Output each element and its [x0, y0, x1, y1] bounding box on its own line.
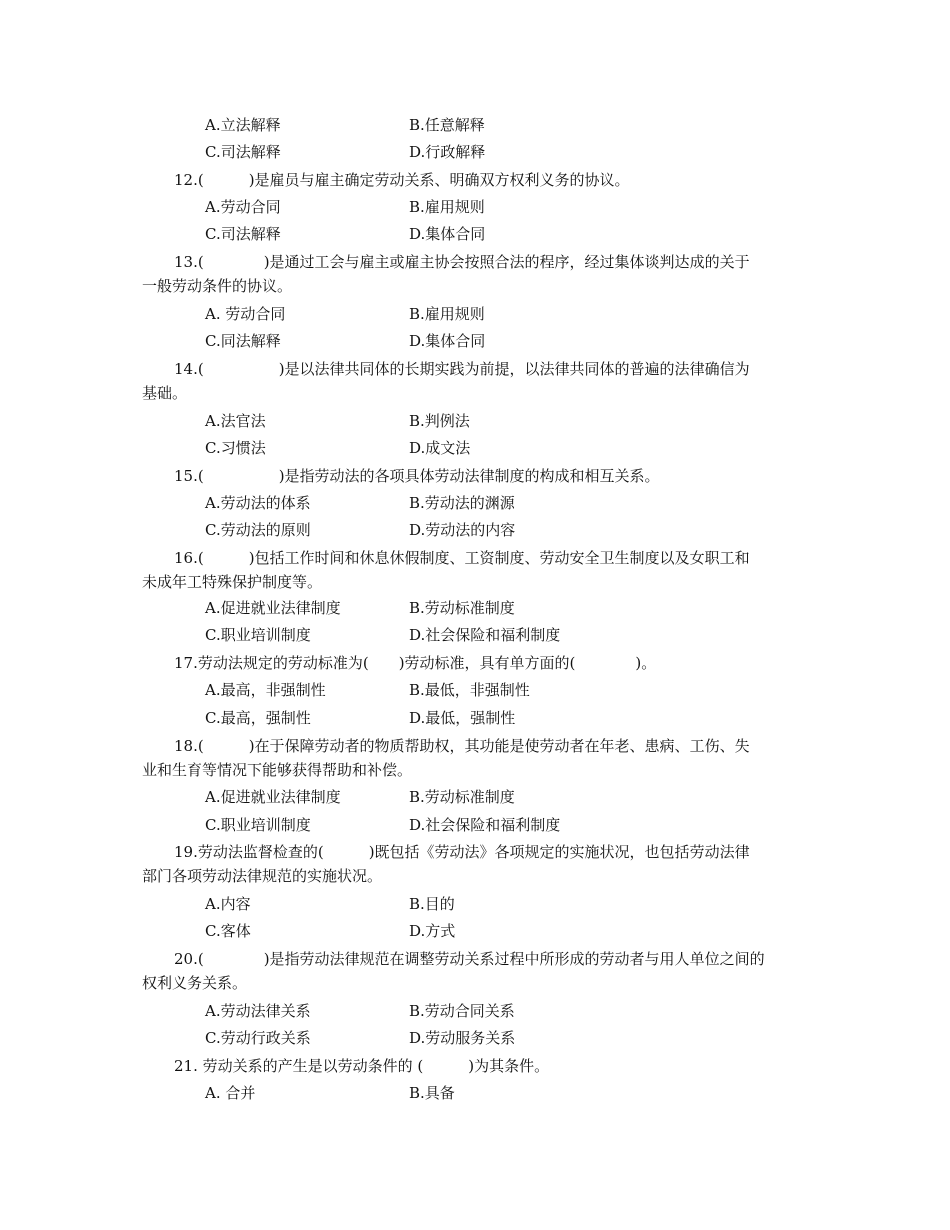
option-c: C.司法解释	[205, 143, 281, 161]
option-a: A.立法解释	[205, 116, 281, 134]
question-13: 13.( )是通过工会与雇主或雇主协会按照合法的程序，经过集体谈判达成的关于	[174, 253, 750, 271]
option-a: A. 劳动合同	[205, 305, 286, 323]
option-a: A.最高，非强制性	[205, 681, 326, 699]
option-b: B.判例法	[409, 412, 470, 430]
option-b: B.目的	[409, 895, 455, 913]
option-a: A.劳动法的体系	[205, 494, 311, 512]
option-c: C.客体	[205, 922, 251, 940]
question-14-cont: 基础。	[142, 384, 188, 402]
option-d: D.集体合同	[409, 332, 486, 350]
option-a: A.劳动合同	[205, 198, 281, 216]
option-b: B.劳动标准制度	[409, 599, 515, 617]
option-c: C.职业培训制度	[205, 626, 311, 644]
option-b: B.劳动合同关系	[409, 1002, 515, 1020]
option-d: D.行政解释	[409, 143, 486, 161]
question-15: 15.( )是指劳动法的各项具体劳动法律制度的构成和相互关系。	[174, 467, 660, 485]
question-17: 17.劳动法规定的劳动标准为( )劳动标准，具有单方面的( )。	[174, 654, 657, 672]
option-a: A.内容	[205, 895, 251, 913]
option-c: C.职业培训制度	[205, 816, 311, 834]
question-18: 18.( )在于保障劳动者的物质帮助权，其功能是使劳动者在年老、患病、工伤、失	[174, 737, 750, 755]
question-20-cont: 权利义务关系。	[142, 974, 248, 992]
option-d: D.方式	[409, 922, 456, 940]
option-d: D.社会保险和福利制度	[409, 626, 561, 644]
option-d: D.社会保险和福利制度	[409, 816, 561, 834]
option-b: B.雇用规则	[409, 305, 485, 323]
option-a: A.劳动法律关系	[205, 1002, 311, 1020]
option-b: B.任意解释	[409, 116, 485, 134]
question-16: 16.( )包括工作时间和休息休假制度、工资制度、劳动安全卫生制度以及女职工和	[174, 549, 750, 567]
option-c: C.劳动行政关系	[205, 1029, 311, 1047]
option-c: C.习惯法	[205, 439, 266, 457]
option-b: B.具备	[409, 1084, 455, 1102]
question-14: 14.( )是以法律共同体的长期实践为前提，以法律共同体的普遍的法律确信为	[174, 360, 750, 378]
option-c: C.劳动法的原则	[205, 521, 311, 539]
option-c: C.同法解释	[205, 332, 281, 350]
question-21: 21. 劳动关系的产生是以劳动条件的 ( )为其条件。	[174, 1057, 550, 1075]
option-d: D.最低，强制性	[409, 709, 516, 727]
option-b: B.最低，非强制性	[409, 681, 530, 699]
question-12: 12.( )是雇员与雇主确定劳动关系、明确双方权利义务的协议。	[174, 171, 630, 189]
option-b: B.雇用规则	[409, 198, 485, 216]
question-20: 20.( )是指劳动法律规范在调整劳动关系过程中所形成的劳动者与用人单位之间的	[174, 950, 765, 968]
option-c: C.司法解释	[205, 225, 281, 243]
option-d: D.劳动服务关系	[409, 1029, 516, 1047]
question-18-cont: 业和生育等情况下能够获得帮助和补偿。	[142, 761, 413, 779]
option-a: A.促进就业法律制度	[205, 599, 341, 617]
option-a: A. 合并	[205, 1084, 256, 1102]
question-19: 19.劳动法监督检查的( )既包括《劳动法》各项规定的实施状况，也包括劳动法律	[174, 843, 750, 861]
option-d: D.集体合同	[409, 225, 486, 243]
question-13-cont: 一般劳动条件的协议。	[142, 277, 293, 295]
question-16-cont: 未成年工特殊保护制度等。	[142, 573, 323, 591]
option-d: D.劳动法的内容	[409, 521, 516, 539]
option-a: A.法官法	[205, 412, 266, 430]
option-c: C.最高，强制性	[205, 709, 311, 727]
option-d: D.成文法	[409, 439, 471, 457]
question-19-cont: 部门各项劳动法律规范的实施状况。	[142, 867, 383, 885]
option-b: B.劳动法的渊源	[409, 494, 515, 512]
option-b: B.劳动标准制度	[409, 788, 515, 806]
option-a: A.促进就业法律制度	[205, 788, 341, 806]
